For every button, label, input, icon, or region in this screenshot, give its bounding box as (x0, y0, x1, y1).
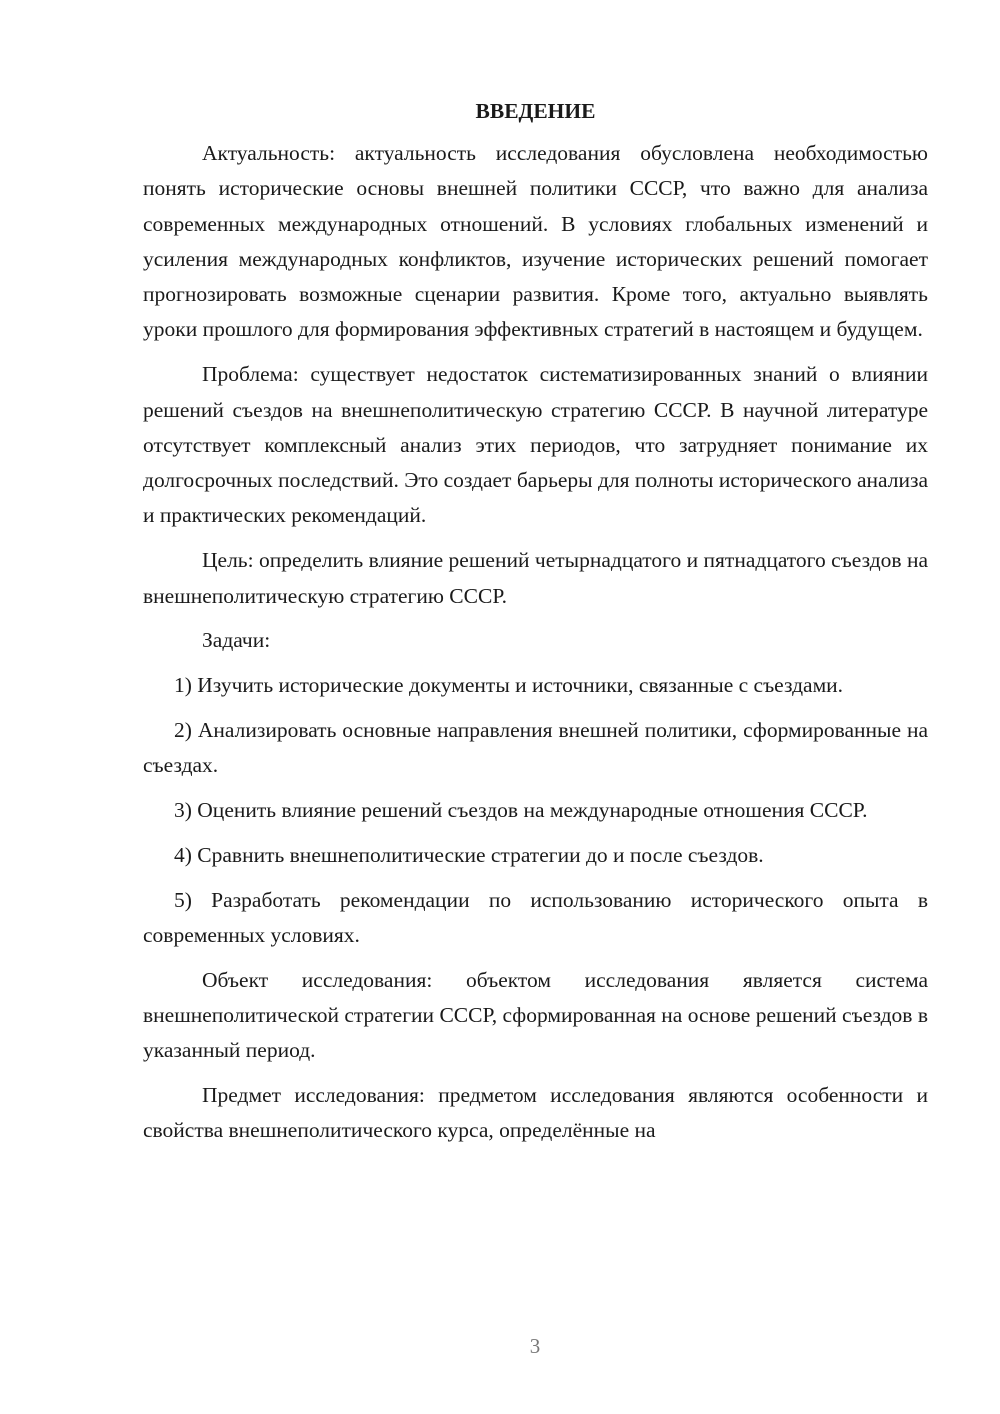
paragraph-subject: Предмет исследования: предметом исследования являются особенности и свойства внешнеполитического курса, определённые на (143, 1083, 928, 1143)
paragraph-relevance: Актуальность: актуальность исследования обусловлена необходимостью понять исторические основы внешней политики СССР, что важно для анализа современных международных отношений. В условиях глобальных изменений и усиления международных конфликтов, изучение исторических решений помогает прогнозировать возможные сценарии развития. Кроме того, актуально выявлять уроки прошлого для формирования эффективных стратегий в настоящем и будущем. (143, 141, 928, 342)
section-title: ВВЕДЕНИЕ (475, 99, 596, 123)
paragraph-goal: Цель: определить влияние решений четырнадцатого и пятнадцатого съездов на внешнеполитическую стратегию СССР. (143, 548, 928, 608)
task-item-4: 4) Сравнить внешнеполитические стратегии до и после съездов. (174, 842, 764, 867)
document-page (143, 96, 928, 1158)
task-item-2: 2) Анализировать основные направления внешней политики, сформированные на съездах. (143, 717, 928, 778)
paragraph-problem: Проблема: существует недостаток систематизированных знаний о влиянии решений съездов на внешнеполитическую стратегию СССР. В научной литературе отсутствует комплексный анализ этих периодов, что затрудняет понимание их долгосрочных последствий. Это создает барьеры для полноты исторического анализа и практических рекомендаций. (143, 362, 928, 528)
task-item-1: 1) Изучить исторические документы и источники, связанные с съездами. (174, 673, 844, 698)
page-number: 3 (529, 1334, 541, 1358)
task-item-3: 3) Оценить влияние решений съездов на международные отношения СССР. (174, 798, 868, 823)
task-item-5: 5) Разработать рекомендации по использованию исторического опыта в современных условиях. (143, 887, 928, 947)
paragraph-tasks-heading: Задачи: (202, 628, 271, 653)
paragraph-object: Объект исследования: объектом исследования является система внешнеполитической стратегии СССР, сформированная на основе решений съездов в указанный период. (143, 967, 928, 1063)
